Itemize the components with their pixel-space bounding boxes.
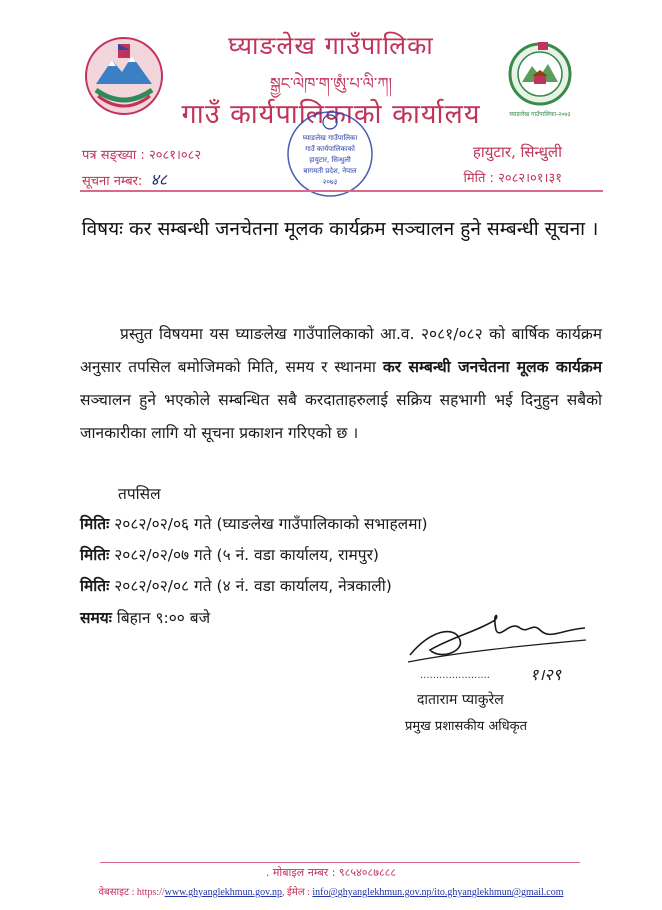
schedule-row: मितिः २०८२/०२/०७ गते (५ नं. वडा कार्यालय, रामपुर): [80, 546, 379, 564]
svg-text:हायुटार, सिन्धुली: हायुटार, सिन्धुली: [309, 156, 351, 164]
notice-number: [82, 168, 167, 190]
footer-mobile: . मोबाइल नम्बर : ९८५४०८७८८८: [265, 866, 397, 879]
program-name: कर सम्बन्धी जनचेतना मूलक कार्यक्रम: [382, 358, 603, 376]
footer-divider: [100, 862, 580, 863]
svg-text:घ्याङलेख गाउँपालिका: घ्याङलेख गाउँपालिका: [302, 134, 358, 142]
handwritten-signature: [400, 600, 590, 690]
logo-caption: घ्याङलेख गाउँपालिका-२०७३: [509, 111, 571, 118]
header-divider: [80, 190, 603, 192]
signatory-name: दाताराम प्याकुरेल: [417, 692, 504, 708]
website-link[interactable]: www.ghyanglekhmun.gov.np: [164, 887, 282, 898]
letter-reference: [82, 145, 201, 163]
date-value: २०८२।०१।३१: [498, 171, 562, 186]
date-label: मिति :: [463, 171, 494, 186]
footer-contact: वेबसाइट : https://www.ghyanglekhmun.gov.np, ईमेल : info@ghyanglekhmun.gov.np/ito.ghyanglekhmun@gmail.com: [98, 887, 564, 898]
email-link-secondary[interactable]: /ito.ghyanglekhmun@gmail.com: [431, 887, 564, 898]
notice-no-label: सूचना नम्बर:: [82, 174, 143, 189]
svg-text:२०७३: २०७३: [322, 178, 338, 186]
notice-no-value: ४८: [150, 170, 168, 189]
schedule-time-row: समयः बिहान ९:०० बजे: [80, 609, 211, 627]
municipality-name: घ्याङलेख गाउँपालिका: [228, 31, 434, 60]
office-place: हायुटार, सिन्धुली: [472, 143, 562, 161]
svg-text:गाउँ कार्यपालिकाको: गाउँ कार्यपालिकाको: [305, 145, 355, 153]
signature-date: १।२९: [530, 665, 562, 684]
signature-dots: ......................: [420, 670, 490, 681]
letter-ref-value: २०८१।०८२: [148, 148, 202, 163]
email-link[interactable]: info@ghyanglekhmun.gov.np: [312, 887, 432, 898]
notice-paragraph: प्रस्तुत विषयमा यस घ्याङलेख गाउँपालिकाको आ.व. २०८१/०८२ को बार्षिक कार्यक्रम अनुसार तपसिल बमोजिमको मिति, समय र स्थानमा कर सम्बन्धी जनचेतना मूलक कार्यक्रम सञ्चालन हुने भएकोले सम्बन्धित सबै करदाताहरुलाई सक्रिय सहभागी भई दिनुहुन सबैको जानकारीका लागि यो सूचना प्रकाशन गरिएको छ ।: [80, 325, 603, 442]
municipality-name-tibetan: སྒྱང་ལེཁ་ག་ཨུཾ་པ་ལི་ཀ།: [269, 74, 393, 93]
signatory-title: प्रमुख प्रशासकीय अधिकृत: [405, 719, 528, 734]
schedule-row: मितिः २०८२/०२/०८ गते (४ नं. वडा कार्यालय, नेत्रकाली): [80, 577, 392, 595]
details-heading: तपसिल: [118, 485, 161, 503]
office-seal-stamp: [284, 108, 376, 200]
letter-ref-label: पत्र सङ्ख्या :: [82, 148, 145, 163]
subject-line: विषयः कर सम्बन्धी जनचेतना मूलक कार्यक्रम सञ्चालन हुने सम्बन्धी सूचना ।: [81, 218, 599, 240]
municipality-logo-icon: [500, 36, 580, 120]
letter-date: [463, 168, 562, 186]
svg-text:बागमती प्रदेश, नेपाल: बागमती प्रदेश, नेपाल: [303, 167, 357, 175]
office-name: गाउँ कार्यपालिकाको कार्यालय: [181, 99, 481, 130]
schedule-row: मितिः २०८२/०२/०६ गते (घ्याङलेख गाउँपालिकाको सभाहलमा): [80, 515, 428, 533]
